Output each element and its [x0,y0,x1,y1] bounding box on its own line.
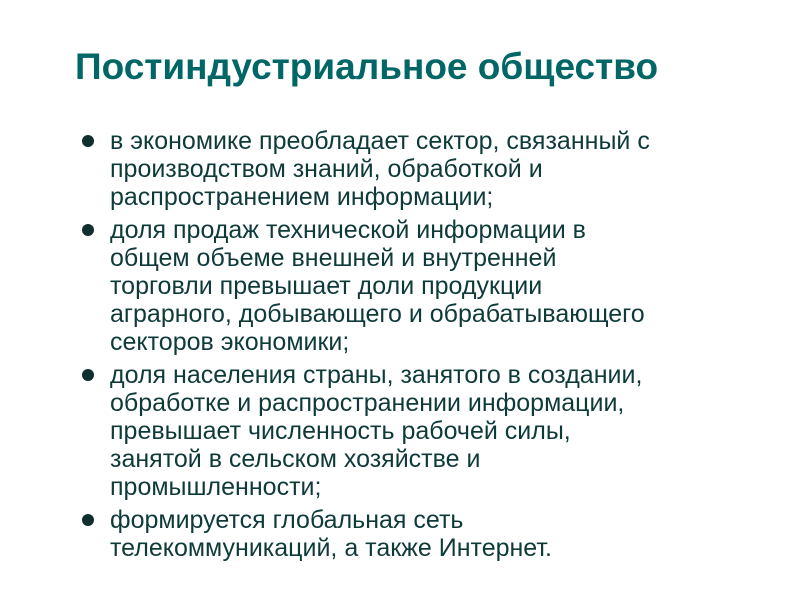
slide-title: Постиндустриальное общество [75,46,659,87]
bullet-text: доля населения страны, занятого в создании, обработке и распространении информации, превышает численность рабочей силы, занятой в сельском хозяйстве и промышленности; [110,361,643,501]
bullet-item [78,216,758,356]
bullet-dot-icon [82,369,94,381]
bullet-dot-icon [82,224,94,236]
bullet-item [78,127,758,211]
bullet-text: формируется глобальная сеть телекоммуникаций, а также Интернет. [110,506,553,562]
bullet-text: доля продаж технической информации в общем объеме внешней и внутренней торговли превышает доли продукции аграрного, добывающего и обрабатывающего секторов экономики; [110,216,645,356]
bullet-dot-icon [82,135,94,147]
bullet-text: в экономике преобладает сектор, связанный с производством знаний, обработкой и распространением информации; [110,127,650,211]
bullet-item [78,506,758,562]
bullet-list [78,127,758,567]
bullet-item [78,361,758,501]
bullet-dot-icon [82,514,94,526]
